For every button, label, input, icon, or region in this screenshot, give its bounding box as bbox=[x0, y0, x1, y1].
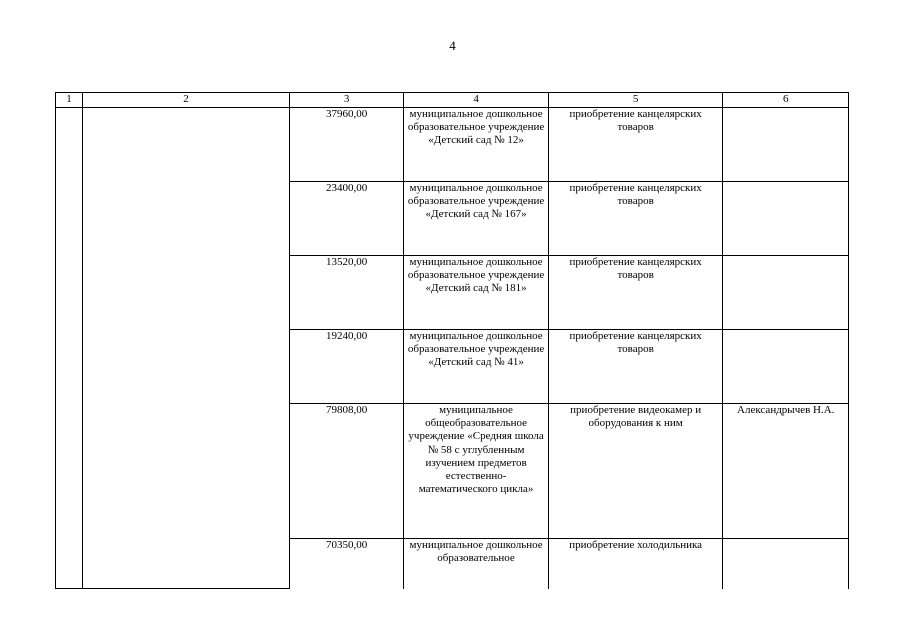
organization-cell: муниципальное общеобразовательное учреждение «Средняя школа № 58 с углубленным изучением предметов естественно-математического цикла» bbox=[404, 404, 549, 539]
data-table bbox=[55, 92, 849, 589]
purpose-cell: приобретение холодильника bbox=[548, 539, 723, 589]
responsible-person-cell bbox=[723, 256, 849, 330]
organization-cell: муниципальное дошкольное образовательное учреждение «Детский сад № 167» bbox=[404, 182, 549, 256]
column-header-2: 2 bbox=[83, 93, 290, 108]
amount-cell: 79808,00 bbox=[289, 404, 403, 539]
column-header-5: 5 bbox=[548, 93, 723, 108]
column-header-1: 1 bbox=[56, 93, 83, 108]
purpose-cell: приобретение канцелярских товаров bbox=[548, 330, 723, 404]
table-row bbox=[56, 108, 849, 182]
page-number: 4 bbox=[449, 38, 456, 53]
purpose-cell: приобретение канцелярских товаров bbox=[548, 256, 723, 330]
responsible-person-cell bbox=[723, 330, 849, 404]
organization-cell: муниципальное дошкольное образовательное учреждение «Детский сад № 12» bbox=[404, 108, 549, 182]
amount-cell: 37960,00 bbox=[289, 108, 403, 182]
column-1-cell bbox=[56, 108, 83, 589]
amount-cell: 70350,00 bbox=[289, 539, 403, 589]
organization-cell: муниципальное дошкольное образовательное учреждение «Детский сад № 181» bbox=[404, 256, 549, 330]
responsible-person-cell bbox=[723, 539, 849, 589]
column-2-cell bbox=[83, 108, 290, 589]
amount-cell: 13520,00 bbox=[289, 256, 403, 330]
table-header-row bbox=[56, 93, 849, 108]
column-header-6: 6 bbox=[723, 93, 849, 108]
organization-cell: муниципальное дошкольное образовательное bbox=[404, 539, 549, 589]
responsible-person-cell bbox=[723, 108, 849, 182]
purpose-cell: приобретение канцелярских товаров bbox=[548, 108, 723, 182]
purpose-cell: приобретение видеокамер и оборудования к ним bbox=[548, 404, 723, 539]
column-header-4: 4 bbox=[404, 93, 549, 108]
responsible-person-cell: Александрычев Н.А. bbox=[723, 404, 849, 539]
purpose-cell: приобретение канцелярских товаров bbox=[548, 182, 723, 256]
responsible-person-cell bbox=[723, 182, 849, 256]
amount-cell: 23400,00 bbox=[289, 182, 403, 256]
column-header-3: 3 bbox=[289, 93, 403, 108]
organization-cell: муниципальное дошкольное образовательное учреждение «Детский сад № 41» bbox=[404, 330, 549, 404]
amount-cell: 19240,00 bbox=[289, 330, 403, 404]
